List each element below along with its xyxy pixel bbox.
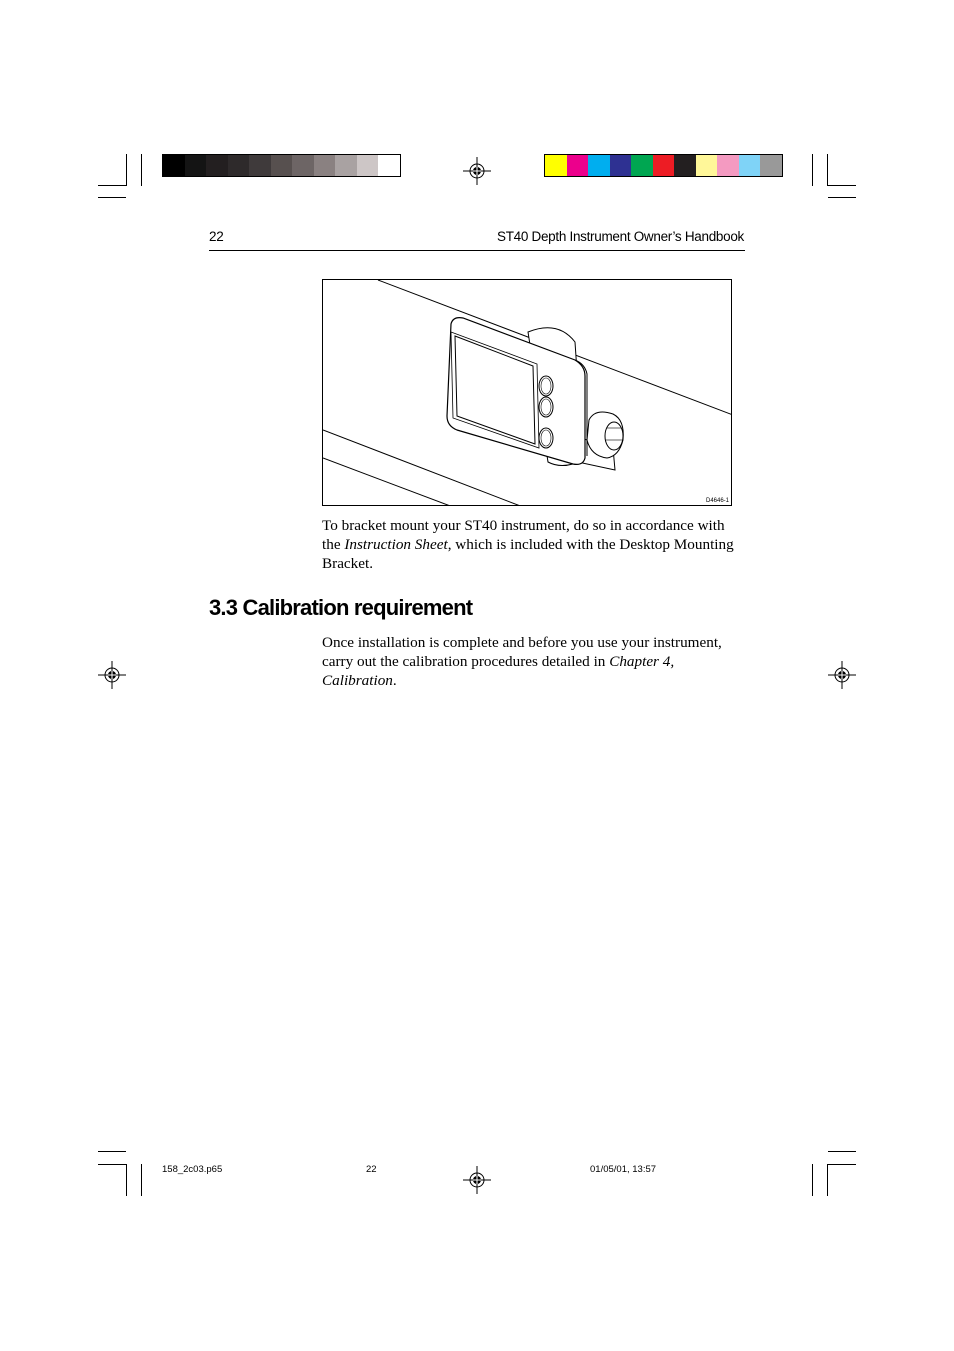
process-swatch-11 [760,155,782,176]
process-color-bar [544,154,783,177]
intro-text: To bracket mount your ST40 instrument, do so in accordance with the [322,517,725,553]
page-number: 22 [209,229,224,244]
gray-swatch-9 [335,155,357,176]
instrument-on-bracket-illustration [323,280,732,506]
process-swatch-8 [696,155,718,176]
gray-swatch-1 [163,155,185,176]
calibration-paragraph [322,633,748,690]
gray-swatch-4 [228,155,250,176]
process-swatch-4 [610,155,632,176]
book-title: ST40 Depth Instrument Owner’s Handbook [497,229,744,244]
slug-page: 22 [366,1164,377,1175]
process-swatch-1 [545,155,567,176]
process-swatch-10 [739,155,761,176]
gray-swatch-2 [185,155,207,176]
intro-paragraph [322,516,746,573]
registration-mark-top-icon [463,157,491,185]
calibration-text-end: . [392,672,397,689]
gray-swatch-7 [292,155,314,176]
process-swatch-2 [567,155,589,176]
gray-swatch-5 [249,155,271,176]
gray-swatch-6 [271,155,293,176]
intro-italic-reference: Instruction Sheet [344,536,448,553]
gray-swatch-11 [378,155,400,176]
header-rule [209,250,745,251]
process-swatch-5 [631,155,653,176]
section-heading: 3.3 Calibration requirement [209,595,473,620]
gray-swatch-3 [206,155,228,176]
gray-swatch-10 [357,155,379,176]
grayscale-color-bar [162,154,401,177]
intro-text-end: , which is included with the Desktop Mounting Bracket. [322,536,734,572]
gray-swatch-8 [314,155,336,176]
figure-instrument-bracket [322,279,732,506]
process-swatch-3 [588,155,610,176]
slug-timestamp: 01/05/01, 13:57 [590,1164,657,1175]
figure-code: D4646-1 [705,498,729,504]
calibration-text: Once installation is complete and before you use your instrument, carry out the calibration procedures detailed in [322,634,722,670]
process-swatch-7 [674,155,696,176]
calibration-italic-reference: Chapter 4, Calibration [322,653,675,689]
process-swatch-9 [717,155,739,176]
registration-mark-bottom-icon [463,1166,491,1194]
slug-file-name: 158_2c03.p65 [162,1164,223,1175]
registration-mark-left-icon [98,661,126,689]
process-swatch-6 [653,155,675,176]
registration-mark-right-icon [828,661,856,689]
